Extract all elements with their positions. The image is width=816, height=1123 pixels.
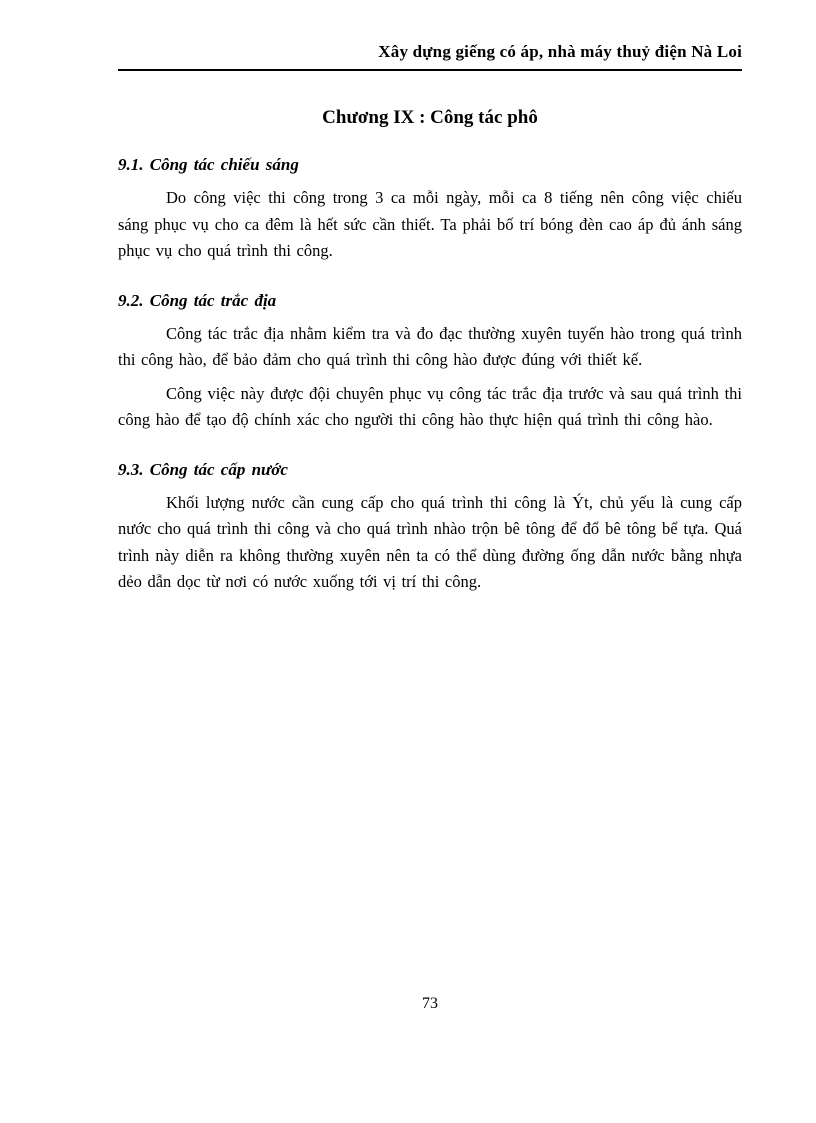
section-heading-9-3: 9.3. Công tác cấp nước xyxy=(118,459,288,479)
page-footer xyxy=(118,995,742,1013)
paragraph: Công việc này được đội chuyên phục vụ công tác trắc địa trước và sau quá trình thi công hào để tạo độ chính xác cho người thi công hào thực hiện quá trình thi công hào. xyxy=(118,383,742,429)
page-header xyxy=(118,42,742,71)
chapter-title: Chương IX : Công tác phô xyxy=(322,107,538,128)
section-9-2 xyxy=(118,291,742,434)
section-heading-9-2: 9.2. Công tác trắc địa xyxy=(118,290,277,310)
paragraph: Công tác trắc địa nhằm kiểm tra và đo đạc thường xuyên tuyến hào trong quá trình thi công hào, để bảo đảm cho quá trình thi công hào được đúng với thiết kế. xyxy=(118,323,742,369)
section-9-3 xyxy=(118,460,742,596)
paragraph: Do công việc thi công trong 3 ca mỗi ngày, mỗi ca 8 tiếng nên công việc chiếu sáng phục vụ cho ca đêm là hết sức cần thiết. Ta phải bố trí bóng đèn cao áp đủ ánh sáng phục vụ cho quá trình thi công. xyxy=(118,188,742,260)
header-title: Xây dựng giếng có áp, nhà máy thuỷ điện Nà Loi xyxy=(378,42,742,61)
section-heading-9-1: 9.1. Công tác chiếu sáng xyxy=(118,155,299,174)
section-9-1 xyxy=(118,155,742,265)
page-number: 73 xyxy=(422,995,438,1012)
paragraph: Khối lượng nước cần cung cấp cho quá trình thi công là Ýt, chủ yếu là cung cấp nước cho quá trình thi công và cho quá trình nhào trộn bê tông để đổ bê tông bể tựa. Quá trình này diễn ra không thường xuyên nên ta có thể dùng đường ống dẫn nước bằng nhựa dẻo dẫn dọc từ nơi có nước xuống tới vị trí thi công. xyxy=(118,492,742,591)
header-rule xyxy=(118,69,742,71)
